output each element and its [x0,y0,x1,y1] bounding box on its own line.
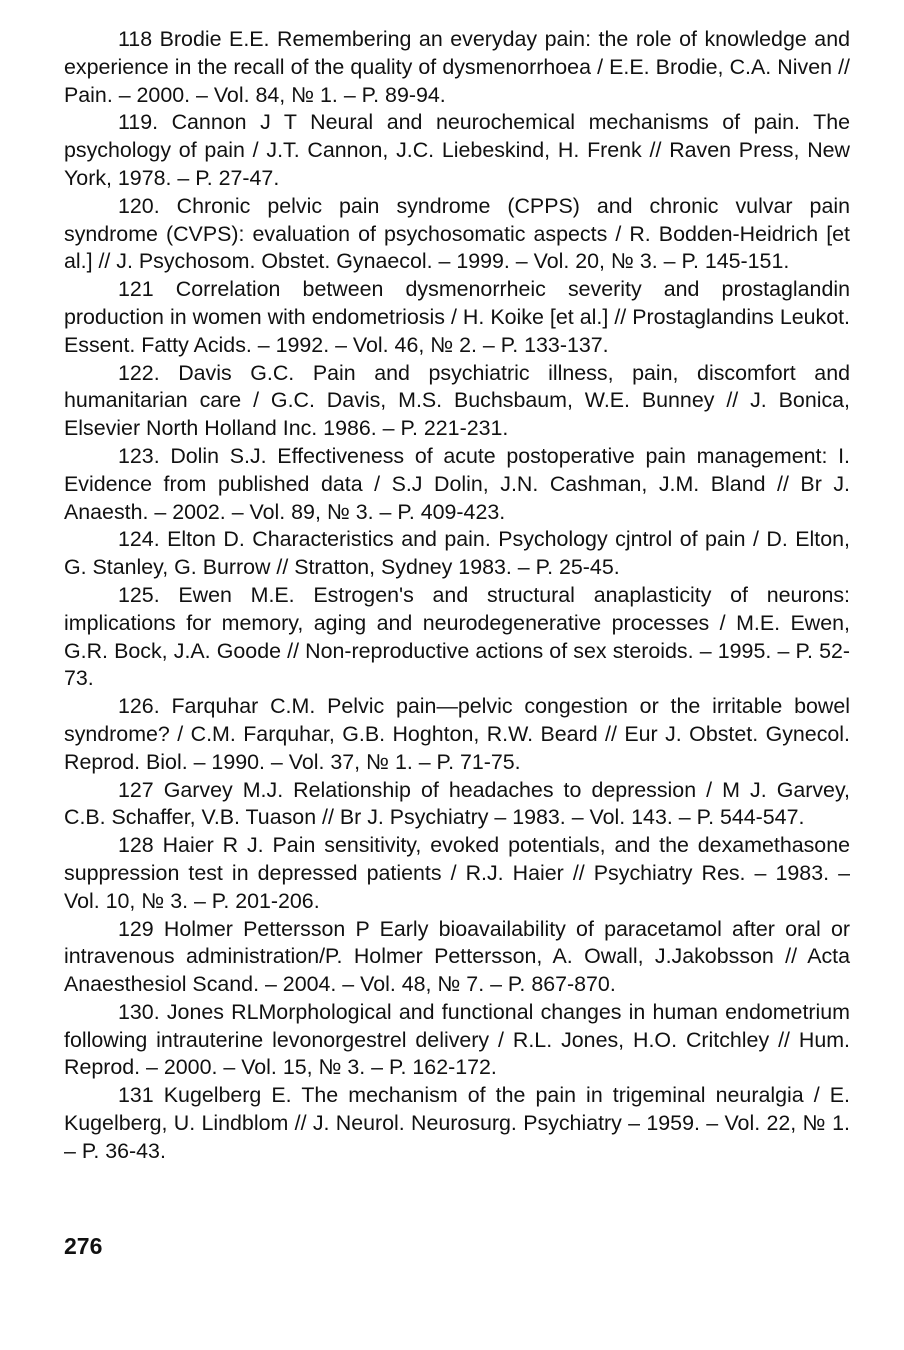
reference-123: 123. Dolin S.J. Effectiveness of acute postoperative pain management: I. Evidence from published data / S.J Dolin, J.N. Cashman, J.M. Bland // Br J. Anaesth. – 2002. – Vol. 89, № 3. – P. 409-423. [64,443,850,524]
reference-125: 125. Ewen M.E. Estrogen's and structural anaplasticity of neurons: implications for memory, aging and neurodegenerative processes / M.E. Ewen, G.R. Bock, J.A. Goode // Non-reproductive actions of sex steroids. – 1995. – P. 52-73. [64,582,850,691]
reference-129: 129 Holmer Pettersson P Early bioavailability of paracetamol after oral or intravenous administration/P. Holmer Pettersson, A. Owall, J.Jakobsson // Acta Anaesthesiol Scand. – 2004. – Vol. 48, № 7. – P. 867-870. [64,916,850,997]
reference-121: 121 Correlation between dysmenorrheic severity and prostaglandin production in women with endometriosis / H. Koike [et al.] // Prostaglandins Leukot. Essent. Fatty Acids. – 1992. – Vol. 46, № 2. – P. 133-137. [64,277,850,357]
reference-118: 118 Brodie E.E. Remembering an everyday pain: the role of knowledge and experience in the recall of the quality of dysmenorrhoea / E.E. Brodie, C.A. Niven // Pain. – 2000. – Vol. 84, № 1. – P. 89-94. [64,27,850,107]
reference-124: 124. Elton D. Characteristics and pain. Psychology cjntrol of pain / D. Elton, G. Stanley, G. Burrow // Stratton, Sydney 1983. – P. 25-45. [64,527,850,580]
reference-120: 120. Chronic pelvic pain syndrome (CPPS) and chronic vulvar pain syndrome (CVPS): evaluation of psychosomatic aspects / R. Bodden-Heidrich [et al.] // J. Psychosom. Obstet. Gynaecol. – 1999. – Vol. 20, № 3. – P. 145-151. [64,193,850,274]
reference-130: 130. Jones RLMorphological and functional changes in human endometrium following intrauterine levonorgestrel delivery / R.L. Jones, H.O. Critchley // Hum. Reprod. – 2000. – Vol. 15, № 3. – P. 162-172. [64,999,850,1080]
reference-128: 128 Haier R J. Pain sensitivity, evoked potentials, and the dexamethasone suppression test in depressed patients / R.J. Haier // Psychiatry Res. – 1983. – Vol. 10, № 3. – P. 201-206. [64,833,850,913]
reference-131: 131 Kugelberg E. The mechanism of the pain in trigeminal neuralgia / E. Kugelberg, U. Lindblom // J. Neurol. Neurosurg. Psychiatry – 1959. – Vol. 22, № 1. – P. 36-43. [64,1083,850,1163]
reference-119: 119. Cannon J T Neural and neurochemical mechanisms of pain. The psychology of pain / J.T. Cannon, J.C. Liebeskind, H. Frenk // Raven Press, New York, 1978. – P. 27-47. [64,110,850,190]
page-number: 276 [64,1233,103,1259]
reference-list [64,26,850,1166]
reference-127: 127 Garvey M.J. Relationship of headaches to depression / M J. Garvey, C.B. Schaffer, V.B. Tuason // Br J. Psychiatry – 1983. – Vol. 143. – P. 544-547. [64,777,850,830]
reference-126: 126. Farquhar C.M. Pelvic pain—pelvic congestion or the irritable bowel syndrome? / C.M. Farquhar, G.B. Hoghton, R.W. Beard // Eur J. Obstet. Gynecol. Reprod. Biol. – 1990. – Vol. 37, № 1. – P. 71-75. [64,694,850,774]
reference-122: 122. Davis G.C. Pain and psychiatric illness, pain, discomfort and humanitarian care / G.C. Davis, M.S. Buchsbaum, W.E. Bunney // J. Bonica, Elsevier North Holland Inc. 1986. – P. 221-231. [64,360,850,441]
